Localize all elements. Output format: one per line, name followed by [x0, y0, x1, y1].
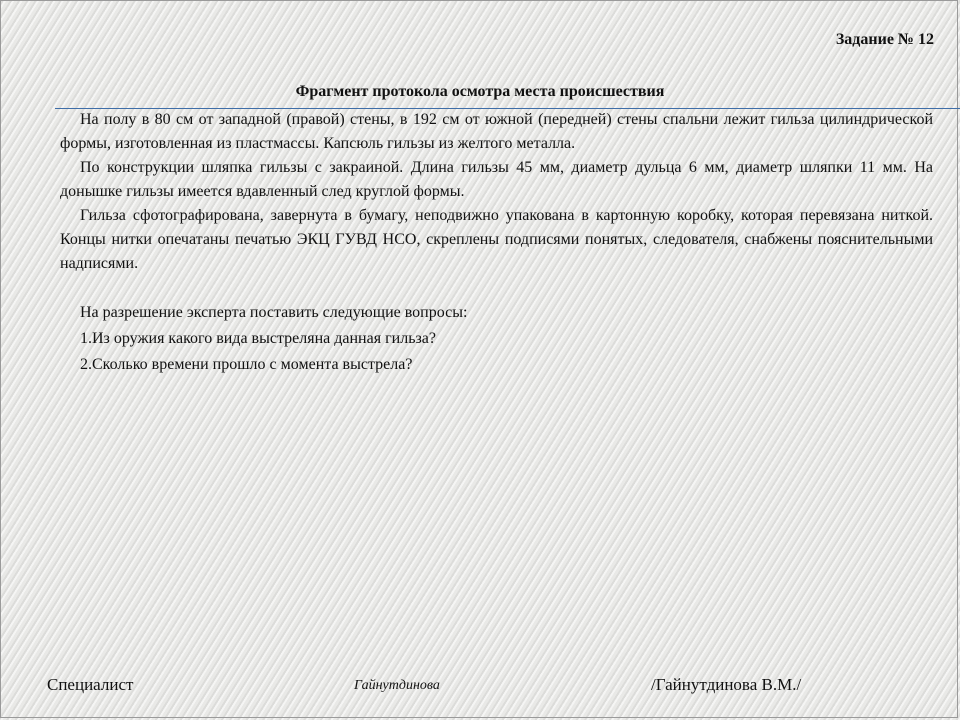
protocol-paragraph-1: На полу в 80 см от западной (правой) стены, в 192 см от южной (передней) стены спальни лежит гильза цилиндрической формы, изготовленная из пластмассы. Капсюль гильзы из желтого металла.	[60, 111, 933, 152]
document-title: Фрагмент протокола осмотра места происшествия	[295, 83, 665, 100]
expert-questions	[80, 300, 930, 378]
protocol-paragraph-3: Гильза сфотографирована, завернута в бумагу, неподвижно упакована в картонную коробку, которая перевязана ниткой. Концы нитки опечатаны печатью ЭКЦ ГУВД НСО, скреплены подписями понятых, следователя, снабжены пояснительными надписями.	[60, 207, 933, 272]
questions-intro: На разрешение эксперта поставить следующие вопросы:	[80, 304, 468, 321]
signature-role: Специалист	[47, 675, 134, 694]
protocol-body	[60, 108, 933, 276]
protocol-paragraph-2: По конструкции шляпка гильзы с закраиной. Длина гильзы 45 мм, диаметр дульца 6 мм, диаметр шляпки 11 мм. На донышке гильзы имеется вдавленный след круглой формы.	[60, 159, 933, 200]
question-item-2: 2.Сколько времени прошло с момента выстрела?	[80, 356, 413, 373]
task-number: Задание № 12	[835, 31, 934, 48]
handwritten-signature: Гайнутдинова	[354, 678, 440, 693]
signature-name: /Гайнутдинова В.М./	[651, 675, 802, 694]
question-item-1: 1.Из оружия какого вида выстреляна данная гильза?	[80, 330, 437, 347]
